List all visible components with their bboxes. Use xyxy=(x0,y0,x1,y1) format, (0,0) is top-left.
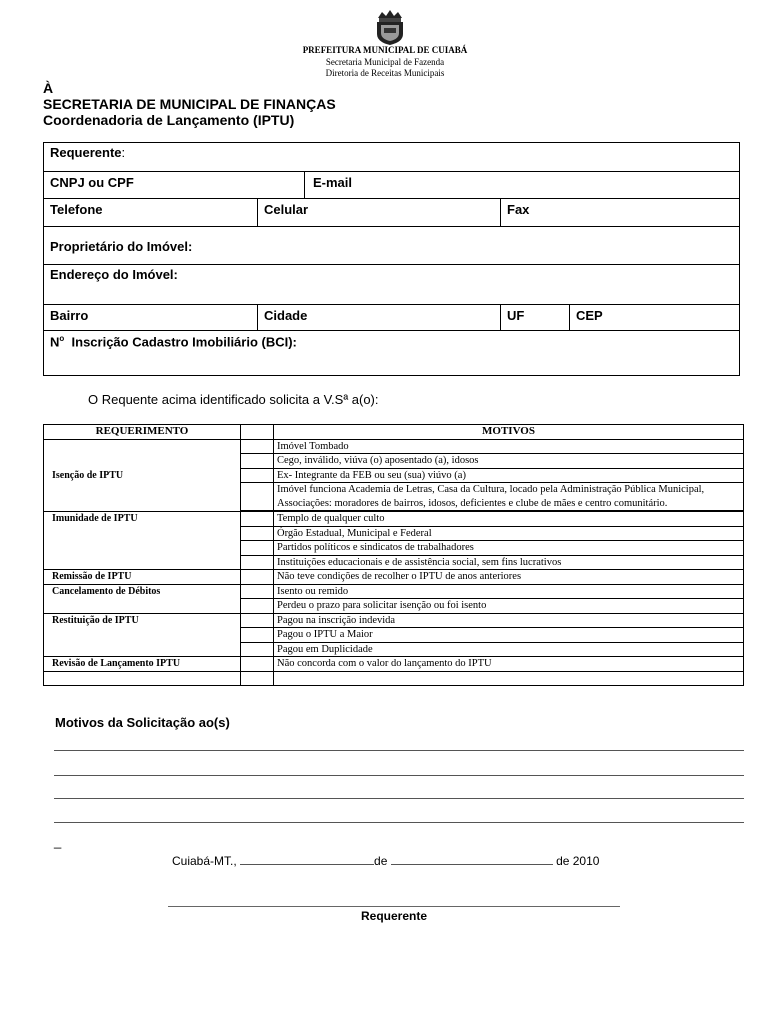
bairro-field[interactable] xyxy=(44,305,257,330)
checkbox-cell[interactable] xyxy=(241,584,274,599)
proprietario-row xyxy=(44,227,739,265)
motivo-trailing-mark: _ xyxy=(54,834,62,849)
checkbox-cell[interactable] xyxy=(241,599,274,614)
addressee-line-1: À xyxy=(43,80,54,96)
cidade-label: Cidade xyxy=(264,308,308,323)
motivo-cell: Órgão Estadual, Municipal e Federal xyxy=(274,526,744,541)
motivo-cell: Templo de qualquer culto xyxy=(274,512,744,527)
empty-cell xyxy=(274,671,744,686)
month-blank[interactable] xyxy=(391,853,553,865)
email-field[interactable] xyxy=(304,172,739,198)
checkbox-cell[interactable] xyxy=(241,468,274,483)
addressee-line-2: SECRETARIA DE MUNICIPAL DE FINANÇAS xyxy=(43,96,336,112)
phone-row xyxy=(44,199,739,227)
group-imunidade: Imunidade de IPTU xyxy=(44,512,241,570)
checkbox-cell[interactable] xyxy=(241,454,274,469)
checkbox-cell[interactable] xyxy=(241,483,274,511)
addressee-block xyxy=(43,80,336,128)
checkbox-cell[interactable] xyxy=(241,512,274,527)
header-line-3: Diretoria de Receitas Municipais xyxy=(325,68,445,78)
motivo-cell: Não concorda com o valor do lançamento do IPTU xyxy=(274,657,744,672)
motivo-cell: Perdeu o prazo para solicitar isenção ou foi isento xyxy=(274,599,744,614)
motivo-line-3[interactable] xyxy=(54,798,744,799)
inscricao-prefix: N xyxy=(50,334,60,350)
motivo-cell: Isento ou remido xyxy=(274,584,744,599)
celular-label: Celular xyxy=(264,202,309,217)
fax-field[interactable] xyxy=(500,199,739,226)
col-check-header xyxy=(241,425,274,440)
date-de-1: de xyxy=(374,854,388,868)
requerente-field[interactable] xyxy=(44,143,739,171)
checkbox-cell[interactable] xyxy=(241,613,274,628)
endereco-field[interactable] xyxy=(44,265,739,304)
table-row-empty xyxy=(44,671,744,686)
signature-label: Requerente xyxy=(360,909,428,923)
requerente-label: Requerente xyxy=(50,145,122,160)
motivo-cell: Cego, inválido, viúva (o) aposentado (a), idosos xyxy=(274,454,744,469)
motivo-cell: Imóvel funciona Academia de Letras, Casa da Cultura, locado pela Administração Pública Municipal, Associações: moradores de bairros, idosos, deficientes e clube de mães e centro comunitário. xyxy=(274,483,744,511)
proprietario-field[interactable] xyxy=(44,227,739,264)
cnpj-cpf-label: CNPJ ou CPF xyxy=(50,175,134,190)
motivo-cell: Pagou o IPTU a Maior xyxy=(274,628,744,643)
municipal-crest-icon xyxy=(372,8,408,46)
empty-cell xyxy=(44,671,241,686)
inscricao-sup: o xyxy=(59,334,65,343)
requerente-colon: : xyxy=(121,145,126,160)
endereco-row xyxy=(44,265,739,305)
col-requerimento-header: REQUERIMENTO xyxy=(44,425,241,440)
col-motivos-header: MOTIVOS xyxy=(274,425,744,440)
motivo-line-2[interactable] xyxy=(54,775,744,776)
motivos-solicitacao-title: Motivos da Solicitação ao(s) xyxy=(55,715,230,730)
checkbox-cell[interactable] xyxy=(241,526,274,541)
inscricao-label: Inscrição Cadastro Imobiliário (BCI): xyxy=(71,334,297,350)
cep-label: CEP xyxy=(576,308,603,323)
checkbox-cell[interactable] xyxy=(241,642,274,657)
intro-text: O Requente acima identificado solicita a V.Sª a(o): xyxy=(88,392,379,407)
motivo-cell: Partidos políticos e sindicatos de trabalhadores xyxy=(274,541,744,556)
date-city: Cuiabá-MT., xyxy=(172,854,237,868)
date-de-2: de 2010 xyxy=(556,854,600,868)
requerimento-table xyxy=(43,424,744,686)
addressee-line-3: Coordenadoria de Lançamento (IPTU) xyxy=(43,112,295,128)
motivo-cell: Instituições educacionais e de assistência social, sem fins lucrativos xyxy=(274,555,744,570)
celular-field[interactable] xyxy=(257,199,500,226)
motivo-cell: Imóvel Tombado xyxy=(274,439,744,454)
motivo-cell: Não teve condições de recolher o IPTU de anos anteriores xyxy=(274,570,744,585)
date-line xyxy=(172,853,599,868)
cep-field[interactable] xyxy=(569,305,739,330)
endereco-label: Endereço do Imóvel: xyxy=(50,267,178,282)
checkbox-cell[interactable] xyxy=(241,657,274,672)
motivo-cell: Pagou na inscrição indevida xyxy=(274,613,744,628)
motivo-line-1[interactable] xyxy=(54,750,744,751)
motivo-cell: Pagou em Duplicidade xyxy=(274,642,744,657)
checkbox-cell[interactable] xyxy=(241,570,274,585)
proprietario-label: Proprietário do Imóvel: xyxy=(50,239,193,254)
group-revisao: Revisão de Lançamento IPTU xyxy=(44,657,241,672)
table-header-row xyxy=(44,425,744,440)
group-restituicao: Restituição de IPTU xyxy=(44,613,241,657)
checkbox-cell[interactable] xyxy=(241,671,274,686)
header-line-2: Secretaria Municipal de Fazenda xyxy=(325,57,445,67)
uf-label: UF xyxy=(507,308,525,323)
header-line-1: PREFEITURA MUNICIPAL DE CUIABÁ xyxy=(302,45,468,55)
motivo-cell: Ex- Integrante da FEB ou seu (sua) viúvo (a) xyxy=(274,468,744,483)
telefone-field[interactable] xyxy=(44,199,257,226)
table-row xyxy=(44,613,744,628)
checkbox-cell[interactable] xyxy=(241,541,274,556)
signature-line[interactable] xyxy=(168,906,620,907)
location-row xyxy=(44,305,739,331)
email-label: E-mail xyxy=(313,175,353,190)
telefone-label: Telefone xyxy=(50,202,103,217)
table-row xyxy=(44,570,744,585)
table-row xyxy=(44,439,744,454)
table-row xyxy=(44,657,744,672)
group-isencao: Isenção de IPTU xyxy=(44,439,241,512)
group-cancelamento: Cancelamento de Débitos xyxy=(44,584,241,613)
fax-label: Fax xyxy=(507,202,530,217)
uf-field[interactable] xyxy=(500,305,569,330)
checkbox-cell[interactable] xyxy=(241,555,274,570)
cnpj-email-row xyxy=(44,172,739,199)
motivo-line-4[interactable] xyxy=(54,822,744,823)
cnpj-cpf-field[interactable] xyxy=(44,172,304,198)
checkbox-cell[interactable] xyxy=(241,628,274,643)
inscricao-row xyxy=(44,331,739,375)
checkbox-cell[interactable] xyxy=(241,439,274,454)
requerente-row xyxy=(44,143,739,172)
day-blank[interactable] xyxy=(240,853,374,865)
applicant-form xyxy=(43,142,740,376)
cidade-field[interactable] xyxy=(257,305,500,330)
table-row xyxy=(44,584,744,599)
bairro-label: Bairro xyxy=(50,308,89,323)
group-remissao: Remissão de IPTU xyxy=(44,570,241,585)
table-row xyxy=(44,512,744,527)
inscricao-field[interactable] xyxy=(44,331,739,375)
